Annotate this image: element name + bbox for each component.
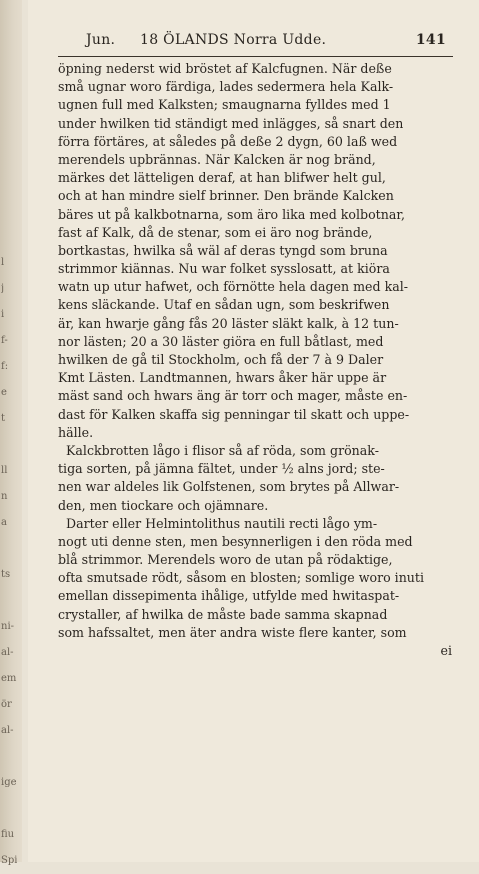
text-line: nen war aldeles lik Golfstenen, som brytes på Allwar- [58, 479, 400, 495]
text-line: merendels upbrännas. När Kalcken är nog bränd, [58, 151, 376, 167]
text-line: ugnen full med Kalksten; smaugnarna fylldes med 1 [58, 97, 391, 113]
margin-fragment: em [1, 673, 17, 684]
margin-fragment [1, 536, 17, 562]
page-body-text [58, 60, 456, 660]
margin-fragment [1, 588, 17, 614]
text-line: ofta smutsade rödt, såsom en blosten; somlige woro inuti [58, 570, 425, 586]
margin-fragment: ige [1, 777, 17, 788]
text-line: bäres ut på kalkbotnarna, som äro lika med kolbotnar, [58, 206, 405, 222]
book-gutter [0, 0, 22, 866]
margin-fragment: ts [1, 569, 11, 580]
header-month: Jun. [86, 32, 116, 48]
text-line: bortkastas, hwilka så wäl af deras tyngd som bruna [58, 242, 388, 258]
running-header [86, 32, 446, 54]
text-line: fast af Kalk, då de stenar, som ei äro nog brände, [58, 224, 373, 240]
margin-fragment: ni- [1, 621, 15, 632]
text-line: nogt uti denne sten, men besynnerligen i den röda med [58, 533, 413, 549]
text-line: under hwilken tid ständigt med inlägges, så snart den [58, 115, 404, 131]
text-line: som hafssaltet, men äter andra wiste flere kanter, som [58, 624, 407, 640]
margin-fragment: j [1, 283, 5, 294]
header-title: 18 ÖLANDS Norra Udde. [140, 32, 327, 48]
margin-fragment: al- [1, 647, 14, 658]
facing-page-margin-text [1, 250, 17, 874]
header-rule [58, 56, 453, 57]
page-number: 141 [415, 32, 446, 48]
text-line: är, kan hwarje gång fås 20 läster släkt kalk, à 12 tun- [58, 315, 399, 331]
text-line: tiga sorten, på jämna fältet, under ½ alns jord; ste- [58, 461, 385, 477]
text-line: öpning nederst wid bröstet af Kalcfugnen. När deße [58, 61, 392, 76]
text-line: kens släckande. Utaf en sådan ugn, som beskrifwen [58, 297, 390, 313]
text-line: Darter eller Helmintolithus nautili recti lågo ym- [66, 515, 378, 531]
margin-fragment: ll [1, 465, 8, 476]
catchword: ei [440, 643, 452, 658]
margin-fragment [1, 744, 17, 770]
text-line: nor lästen; 20 a 30 läster giöra en full båtlast, med [58, 333, 384, 349]
margin-fragment: fiu [1, 829, 15, 840]
text-line: och at han mindre sielf brinner. Den brände Kalcken [58, 188, 394, 204]
text-line: emellan dissepimenta ihålige, utfylde med hwitaspat- [58, 588, 400, 604]
text-line: förra förtäres, at således på deße 2 dygn, 60 laß wed [58, 133, 398, 149]
margin-fragment: f: [1, 361, 9, 372]
margin-fragment: ör [1, 699, 12, 710]
margin-fragment: i [1, 309, 5, 320]
margin-fragment: t [1, 413, 6, 424]
text-line: hälle. [58, 424, 94, 440]
margin-fragment: a [1, 517, 7, 528]
margin-fragment: l [1, 257, 5, 268]
text-line: Kalckbrotten lågo i flisor så af röda, som grönak- [66, 442, 379, 458]
margin-fragment: f- [1, 335, 8, 346]
text-line: crystaller, af hwilka de måste bade samma skapnad [58, 606, 388, 622]
margin-fragment [1, 796, 17, 822]
margin-fragment: n [1, 491, 8, 502]
margin-fragment: al- [1, 725, 14, 736]
text-line: watn up utur hafwet, och förnötte hela dagen med kal- [58, 279, 408, 295]
text-line: märkes det lätteligen deraf, at han blifwer helt gul, [58, 170, 386, 186]
text-line: dast för Kalken skaffa sig penningar til skatt och uppe- [58, 406, 410, 422]
margin-fragment [1, 432, 17, 458]
text-line: Kmt Lästen. Landtmannen, hwars åker här uppe är [58, 370, 387, 386]
text-line: hwilken de gå til Stockholm, och få der 7 à 9 Daler [58, 352, 384, 367]
text-line: blå strimmor. Merendels woro de utan på rödaktige, [58, 552, 393, 568]
text-line: den, men tiockare och ojämnare. [58, 497, 269, 513]
text-line: små ugnar woro färdiga, lades sedermera hela Kalk- [58, 79, 394, 95]
text-line: mäst sand och hwars äng är torr och mager, måste en- [58, 388, 408, 404]
margin-fragment: e [1, 387, 7, 398]
text-line: strimmor kiännas. Nu war folket sysslosatt, at kiöra [58, 261, 390, 277]
margin-fragment: Spi [1, 855, 17, 866]
